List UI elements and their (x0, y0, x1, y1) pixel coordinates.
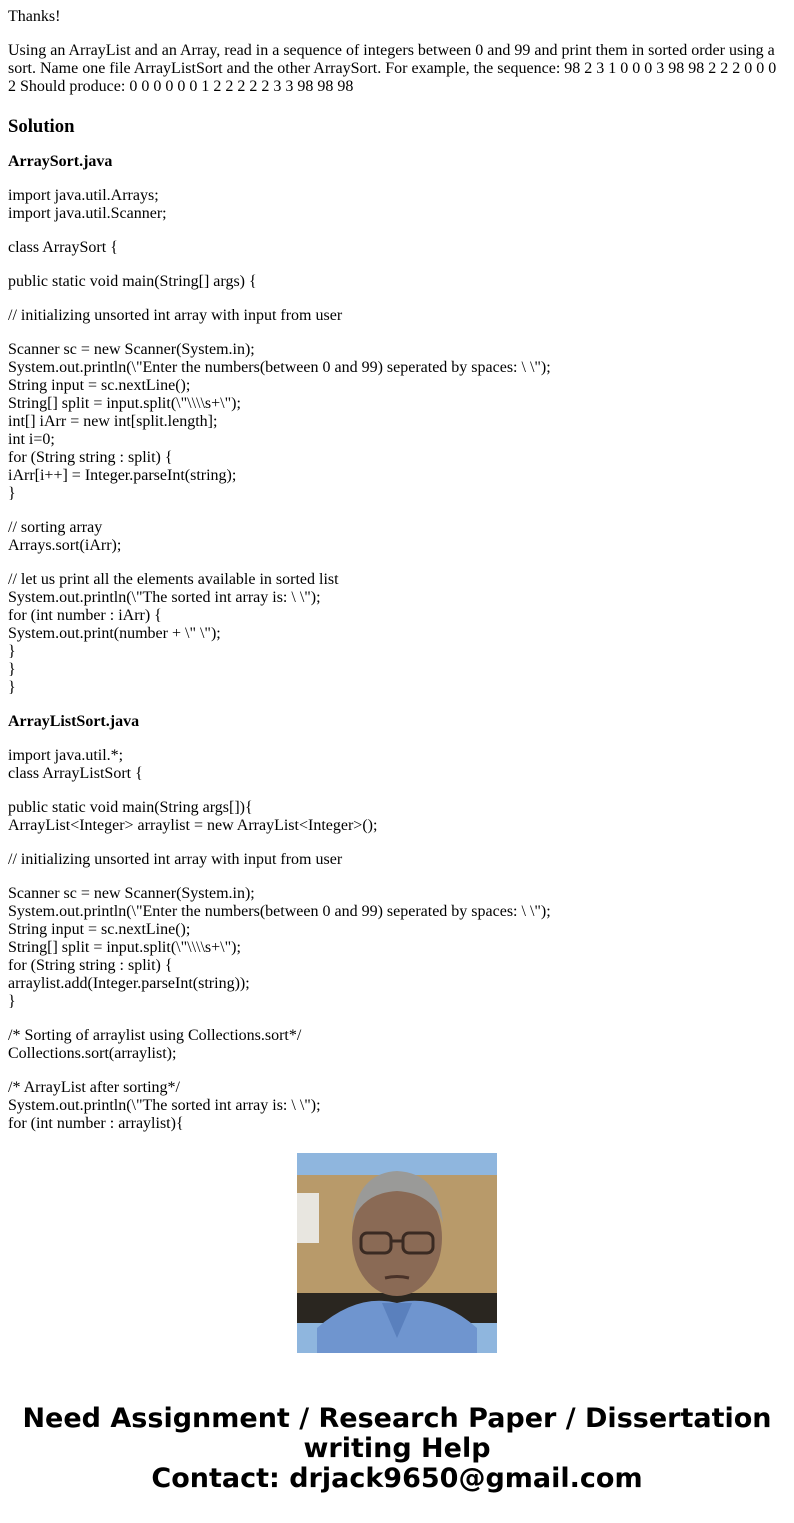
code-line: int[] iArr = new int[split.length]; (8, 413, 218, 430)
code-line: System.out.println(\"The sorted int array is: \ \"); (8, 1097, 321, 1114)
code-line: /* ArrayList after sorting*/ (8, 1079, 180, 1096)
code-line: String[] split = input.split(\"\\\\s+\"); (8, 939, 241, 956)
question-text: Using an ArrayList and an Array, read in a sequence of integers between 0 and 99 and print them in sorted order using a sort. Name one file ArrayListSort and the other ArraySort. For example, the sequence: 98 2 3 1 0 0 0 3 98 98 2 2 2 0 0 0 2 Should produce: 0 0 0 0 0 0 1 2 2 2 2 2 3 3 98 98 98 (8, 42, 777, 95)
code-line: Collections.sort(arraylist); (8, 1045, 177, 1062)
code-block (8, 851, 786, 869)
code-line: } (8, 993, 16, 1010)
code-line: } (8, 643, 16, 660)
code-line: String[] split = input.split(\"\\\\s+\"); (8, 395, 241, 412)
code-line: import java.util.*; (8, 747, 124, 764)
code-line: /* Sorting of arraylist using Collections.sort*/ (8, 1027, 302, 1044)
code-container (8, 187, 786, 697)
code-line: Scanner sc = new Scanner(System.in); (8, 341, 255, 358)
code-line: public static void main(String args[]){ (8, 799, 253, 816)
code-line: class ArrayListSort { (8, 765, 143, 782)
code-line: System.out.println(\"The sorted int array is: \ \"); (8, 589, 321, 606)
code-block (8, 885, 786, 1011)
promo-banner (0, 1404, 794, 1494)
code-block (8, 187, 786, 223)
code-block (8, 519, 786, 555)
file-title: ArrayListSort.java (8, 713, 140, 730)
code-line: String input = sc.nextLine(); (8, 377, 191, 394)
code-block (8, 799, 786, 835)
code-line: iArr[i++] = Integer.parseInt(string); (8, 467, 237, 484)
file-section (8, 713, 786, 1133)
file-title: ArraySort.java (8, 153, 113, 170)
code-block (8, 307, 786, 325)
code-block (8, 747, 786, 783)
code-block (8, 341, 786, 503)
code-line: // sorting array (8, 519, 103, 536)
code-container (8, 747, 786, 1133)
code-line: Arrays.sort(iArr); (8, 537, 122, 554)
code-line: System.out.println(\"Enter the numbers(between 0 and 99) seperated by spaces: \ \"); (8, 903, 551, 920)
code-block (8, 273, 786, 291)
promo-line-2: writing Help (303, 1433, 491, 1464)
code-block (8, 1027, 786, 1063)
avatar (297, 1153, 497, 1353)
code-line: int i=0; (8, 431, 55, 448)
code-block (8, 1079, 786, 1133)
code-line: System.out.println(\"Enter the numbers(between 0 and 99) seperated by spaces: \ \"); (8, 359, 551, 376)
promo-contact: Contact: drjack9650@gmail.com (151, 1463, 643, 1494)
code-block (8, 571, 786, 697)
code-block (8, 239, 786, 257)
code-line: } (8, 679, 16, 696)
promo-line-1: Need Assignment / Research Paper / Dissertation (22, 1403, 772, 1434)
code-line: // initializing unsorted int array with input from user (8, 851, 343, 868)
code-line: } (8, 485, 16, 502)
code-line: ArrayList<Integer> arraylist = new ArrayList<Integer>(); (8, 817, 378, 834)
solution-heading: Solution (8, 116, 75, 137)
document-content (8, 8, 786, 1132)
file-section (8, 153, 786, 697)
code-line: arraylist.add(Integer.parseInt(string)); (8, 975, 250, 992)
code-line: class ArraySort { (8, 239, 118, 256)
code-line: String input = sc.nextLine(); (8, 921, 191, 938)
thanks-text: Thanks! (8, 8, 61, 25)
code-line: public static void main(String[] args) { (8, 273, 257, 290)
code-line: Scanner sc = new Scanner(System.in); (8, 885, 255, 902)
code-line: import java.util.Scanner; (8, 205, 167, 222)
code-line: for (String string : split) { (8, 449, 173, 466)
code-line: for (int number : arraylist){ (8, 1115, 184, 1132)
code-line: System.out.print(number + \" \"); (8, 625, 221, 642)
code-line: } (8, 661, 16, 678)
person-photo-icon (297, 1153, 497, 1353)
code-line: // let us print all the elements available in sorted list (8, 571, 339, 588)
code-line: for (String string : split) { (8, 957, 173, 974)
code-line: for (int number : iArr) { (8, 607, 162, 624)
code-line: import java.util.Arrays; (8, 187, 159, 204)
code-line: // initializing unsorted int array with input from user (8, 307, 343, 324)
